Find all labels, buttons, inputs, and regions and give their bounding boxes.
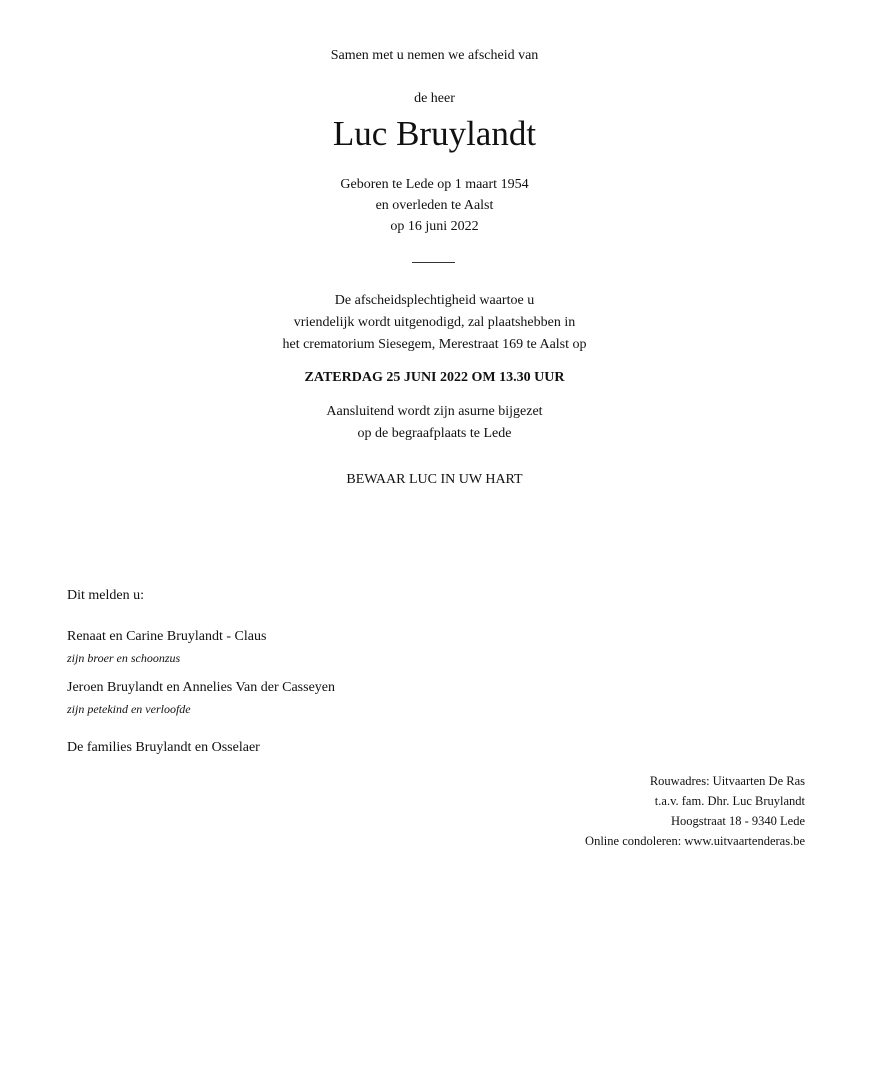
intro-text: Samen met u nemen we afscheid van [330, 48, 539, 63]
mourning-address [585, 771, 805, 851]
ceremony-line: De afscheidsplechtigheid waartoe u [334, 293, 535, 308]
birth-death-info [0, 174, 869, 237]
divider-line [412, 262, 455, 263]
ceremony-line: het crematorium Siesegem, Merestraat 169 te Aalst op [282, 337, 587, 352]
ceremony-line: vriendelijk wordt uitgenodigd, zal plaatshebben in [293, 315, 576, 330]
birth-line: Geboren te Lede op 1 maart 1954 [340, 177, 529, 192]
mourner-relation: zijn broer en schoonzus [67, 651, 181, 665]
condolence-website[interactable]: Online condoleren: www.uitvaartenderas.be [585, 834, 805, 848]
death-date-line: op 16 juni 2022 [390, 219, 479, 234]
mourner-name: Renaat en Carine Bruylandt - Claus [67, 629, 267, 644]
families-line: De families Bruylandt en Osselaer [67, 740, 260, 755]
ceremony-info [0, 290, 869, 356]
mourner-relation: zijn petekind en verloofde [67, 702, 191, 716]
salutation: de heer [414, 91, 455, 106]
announce-label: Dit melden u: [67, 588, 144, 603]
address-line: Rouwadres: Uitvaarten De Ras [649, 774, 805, 788]
address-line: Hoogstraat 18 - 9340 Lede [671, 814, 805, 828]
burial-line: op de begraafplaats te Lede [357, 426, 512, 441]
address-line: t.a.v. fam. Dhr. Luc Bruylandt [654, 794, 805, 808]
deceased-name: Luc Bruylandt [332, 114, 537, 153]
burial-info [0, 401, 869, 445]
mourner-name: Jeroen Bruylandt en Annelies Van der Casseyen [67, 680, 336, 695]
ceremony-date: ZATERDAG 25 JUNI 2022 OM 13.30 UUR [304, 370, 565, 385]
motto: BEWAAR LUC IN UW HART [346, 472, 523, 487]
burial-line: Aansluitend wordt zijn asurne bijgezet [326, 404, 543, 419]
death-place-line: en overleden te Aalst [375, 198, 494, 213]
